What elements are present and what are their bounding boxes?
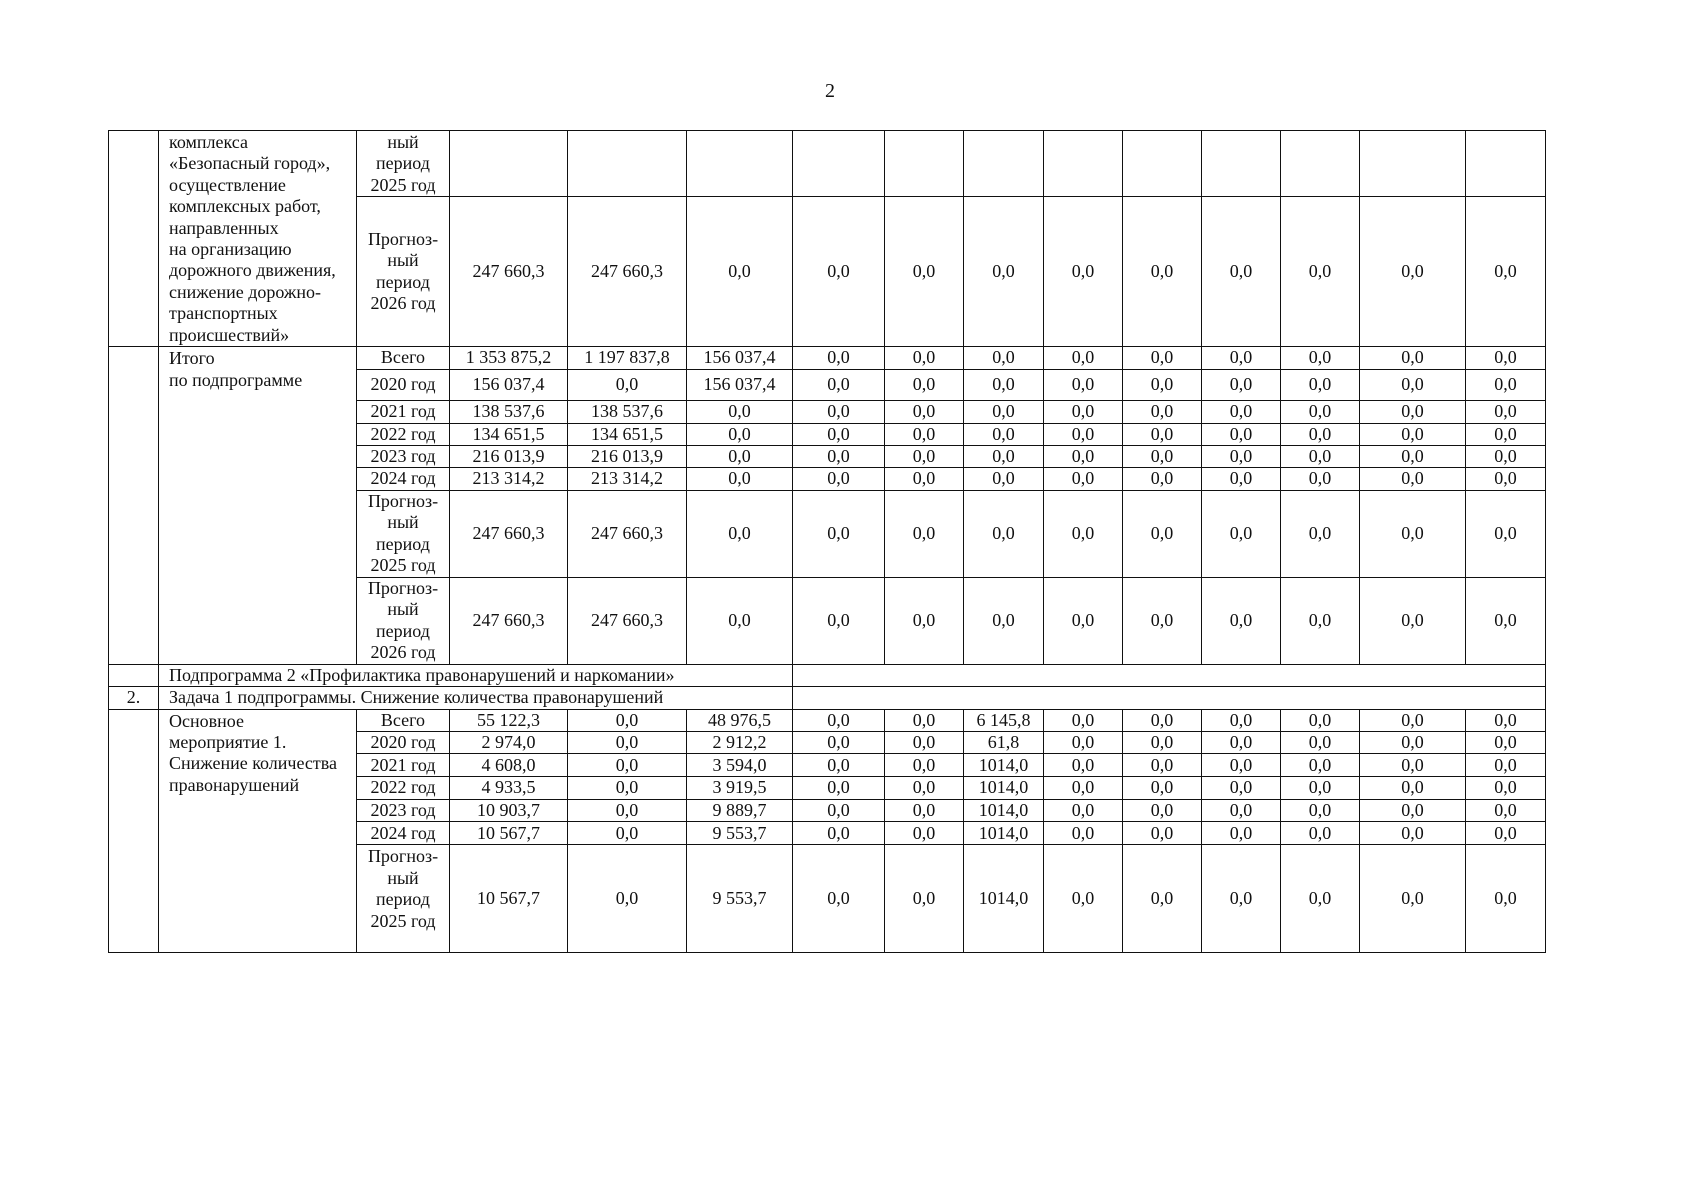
value-cell: 0,0 (1360, 709, 1466, 731)
value-cell (964, 131, 1044, 197)
value-cell: 0,0 (885, 777, 964, 799)
value-cell: 0,0 (1466, 845, 1546, 953)
value-cell: 156 037,4 (450, 369, 568, 400)
period-cell: 2020 год (357, 369, 450, 400)
value-cell: 0,0 (1044, 845, 1123, 953)
value-cell: 0,0 (1044, 369, 1123, 400)
value-cell: 156 037,4 (687, 369, 793, 400)
value-cell: 0,0 (1360, 490, 1466, 577)
value-cell: 0,0 (1202, 400, 1281, 423)
value-cell: 0,0 (1466, 197, 1546, 347)
value-cell: 0,0 (1466, 799, 1546, 821)
value-cell: 3 919,5 (687, 777, 793, 799)
value-cell: 0,0 (1202, 423, 1281, 445)
value-cell: 0,0 (885, 490, 964, 577)
value-cell: 0,0 (1360, 577, 1466, 664)
value-cell: 0,0 (1123, 446, 1202, 468)
value-cell: 0,0 (793, 347, 885, 369)
value-cell: 0,0 (568, 369, 687, 400)
value-cell: 0,0 (1360, 347, 1466, 369)
value-cell: 0,0 (885, 845, 964, 953)
value-cell: 10 567,7 (450, 822, 568, 845)
value-cell: 0,0 (793, 446, 885, 468)
value-cell: 0,0 (1123, 369, 1202, 400)
value-cell: 0,0 (1044, 400, 1123, 423)
value-cell: 0,0 (1202, 845, 1281, 953)
value-cell: 0,0 (1466, 400, 1546, 423)
value-cell: 247 660,3 (450, 577, 568, 664)
value-cell: 0,0 (1281, 799, 1360, 821)
value-cell (1123, 131, 1202, 197)
value-cell: 10 567,7 (450, 845, 568, 953)
value-cell: 4 933,5 (450, 777, 568, 799)
value-cell: 0,0 (1281, 423, 1360, 445)
value-cell: 0,0 (1281, 369, 1360, 400)
value-cell: 0,0 (1466, 777, 1546, 799)
value-cell: 0,0 (793, 777, 885, 799)
value-cell: 0,0 (1123, 197, 1202, 347)
value-cell: 247 660,3 (568, 197, 687, 347)
value-cell: 0,0 (1202, 468, 1281, 490)
value-cell: 0,0 (1281, 777, 1360, 799)
period-cell: Прогноз- ный период 2026 год (357, 577, 450, 664)
value-cell: 61,8 (964, 732, 1044, 754)
section-title-cell: Подпрограмма 2 «Профилактика правонарушений и наркомании» (159, 664, 793, 686)
value-cell: 1 353 875,2 (450, 347, 568, 369)
value-cell: 213 314,2 (568, 468, 687, 490)
value-cell: 0,0 (1044, 577, 1123, 664)
period-cell: Прогноз- ный период 2025 год (357, 490, 450, 577)
value-cell: 0,0 (1360, 446, 1466, 468)
value-cell: 0,0 (1202, 822, 1281, 845)
value-cell: 247 660,3 (450, 490, 568, 577)
value-cell: 1014,0 (964, 777, 1044, 799)
value-cell: 0,0 (964, 490, 1044, 577)
table-row (109, 709, 1546, 731)
value-cell: 0,0 (1281, 709, 1360, 731)
value-cell: 0,0 (1202, 197, 1281, 347)
period-cell: 2023 год (357, 799, 450, 821)
value-cell: 0,0 (1202, 709, 1281, 731)
value-cell: 216 013,9 (450, 446, 568, 468)
value-cell (1044, 131, 1123, 197)
value-cell: 1 197 837,8 (568, 347, 687, 369)
value-cell: 0,0 (1360, 799, 1466, 821)
value-cell: 247 660,3 (568, 490, 687, 577)
value-cell: 0,0 (1360, 197, 1466, 347)
value-cell: 0,0 (1202, 777, 1281, 799)
period-cell: Прогноз- ный период 2025 год (357, 845, 450, 953)
value-cell: 0,0 (1360, 468, 1466, 490)
value-cell: 0,0 (1044, 822, 1123, 845)
value-cell: 0,0 (1044, 732, 1123, 754)
value-cell: 9 553,7 (687, 845, 793, 953)
value-cell: 0,0 (1281, 446, 1360, 468)
value-cell: 0,0 (1123, 423, 1202, 445)
value-cell: 138 537,6 (568, 400, 687, 423)
value-cell: 1014,0 (964, 799, 1044, 821)
table-body (109, 131, 1546, 953)
value-cell: 48 976,5 (687, 709, 793, 731)
value-cell: 0,0 (1281, 197, 1360, 347)
row-number-cell: 2. (109, 687, 159, 709)
value-cell: 0,0 (1044, 777, 1123, 799)
value-cell: 0,0 (1360, 732, 1466, 754)
value-cell: 0,0 (1123, 468, 1202, 490)
value-cell: 0,0 (1466, 490, 1546, 577)
period-cell: Прогноз- ный период 2026 год (357, 197, 450, 347)
value-cell: 0,0 (793, 799, 885, 821)
value-cell: 247 660,3 (568, 577, 687, 664)
value-cell: 0,0 (793, 845, 885, 953)
period-cell: 2022 год (357, 777, 450, 799)
value-cell: 0,0 (1281, 468, 1360, 490)
value-cell: 0,0 (1466, 732, 1546, 754)
value-cell: 0,0 (885, 400, 964, 423)
value-cell: 1014,0 (964, 845, 1044, 953)
value-cell: 0,0 (1281, 732, 1360, 754)
value-cell: 0,0 (1123, 490, 1202, 577)
value-cell: 0,0 (1123, 754, 1202, 777)
value-cell: 4 608,0 (450, 754, 568, 777)
value-cell: 0,0 (687, 423, 793, 445)
value-cell: 0,0 (1202, 754, 1281, 777)
value-cell: 0,0 (1360, 754, 1466, 777)
item-name-cell: Основное мероприятие 1. Снижение количества правонарушений (159, 709, 357, 953)
value-cell: 0,0 (1466, 468, 1546, 490)
empty-cell (793, 687, 1546, 709)
row-number-cell (109, 347, 159, 665)
value-cell: 0,0 (1360, 845, 1466, 953)
value-cell: 0,0 (793, 369, 885, 400)
value-cell: 0,0 (885, 423, 964, 445)
value-cell: 0,0 (1281, 845, 1360, 953)
value-cell: 0,0 (793, 577, 885, 664)
value-cell: 138 537,6 (450, 400, 568, 423)
value-cell: 0,0 (1044, 490, 1123, 577)
value-cell: 0,0 (793, 400, 885, 423)
period-cell: 2020 год (357, 732, 450, 754)
value-cell: 0,0 (1466, 423, 1546, 445)
value-cell: 0,0 (687, 400, 793, 423)
value-cell: 0,0 (793, 490, 885, 577)
value-cell: 0,0 (1123, 732, 1202, 754)
value-cell: 0,0 (1281, 400, 1360, 423)
value-cell: 9 889,7 (687, 799, 793, 821)
value-cell: 0,0 (1202, 490, 1281, 577)
page-number: 2 (825, 80, 835, 102)
value-cell: 0,0 (1123, 347, 1202, 369)
value-cell: 216 013,9 (568, 446, 687, 468)
value-cell: 134 651,5 (568, 423, 687, 445)
value-cell: 0,0 (885, 709, 964, 731)
value-cell: 0,0 (1123, 822, 1202, 845)
value-cell: 0,0 (1360, 400, 1466, 423)
value-cell: 0,0 (1281, 347, 1360, 369)
period-cell: ный период 2025 год (357, 131, 450, 197)
value-cell (793, 131, 885, 197)
value-cell: 0,0 (1044, 468, 1123, 490)
value-cell: 0,0 (1202, 799, 1281, 821)
value-cell: 0,0 (885, 577, 964, 664)
value-cell: 0,0 (964, 400, 1044, 423)
value-cell (450, 131, 568, 197)
value-cell (568, 131, 687, 197)
value-cell: 0,0 (885, 754, 964, 777)
value-cell: 0,0 (687, 468, 793, 490)
value-cell: 0,0 (1360, 822, 1466, 845)
value-cell: 0,0 (1123, 799, 1202, 821)
value-cell: 0,0 (1123, 845, 1202, 953)
value-cell: 0,0 (568, 799, 687, 821)
value-cell: 0,0 (793, 822, 885, 845)
value-cell: 0,0 (1044, 347, 1123, 369)
value-cell: 0,0 (1202, 347, 1281, 369)
value-cell: 0,0 (1466, 754, 1546, 777)
value-cell: 1014,0 (964, 822, 1044, 845)
value-cell: 0,0 (964, 347, 1044, 369)
row-number-cell (109, 709, 159, 953)
budget-table (108, 130, 1546, 953)
value-cell: 0,0 (568, 754, 687, 777)
value-cell: 0,0 (568, 777, 687, 799)
value-cell: 0,0 (568, 709, 687, 731)
value-cell: 0,0 (885, 369, 964, 400)
value-cell: 0,0 (885, 468, 964, 490)
value-cell: 0,0 (687, 490, 793, 577)
value-cell (1281, 131, 1360, 197)
period-cell: 2024 год (357, 468, 450, 490)
row-number-cell (109, 664, 159, 686)
section-row (109, 687, 1546, 709)
value-cell: 0,0 (885, 197, 964, 347)
row-number-cell (109, 131, 159, 347)
period-cell: 2024 год (357, 822, 450, 845)
value-cell: 0,0 (687, 446, 793, 468)
value-cell: 156 037,4 (687, 347, 793, 369)
value-cell: 0,0 (1281, 577, 1360, 664)
value-cell: 0,0 (964, 423, 1044, 445)
value-cell: 0,0 (1202, 732, 1281, 754)
value-cell: 0,0 (1466, 577, 1546, 664)
value-cell: 0,0 (1466, 822, 1546, 845)
table-row (109, 131, 1546, 197)
value-cell: 0,0 (1466, 446, 1546, 468)
value-cell (885, 131, 964, 197)
value-cell: 0,0 (1360, 777, 1466, 799)
value-cell: 0,0 (793, 197, 885, 347)
value-cell (687, 131, 793, 197)
value-cell: 0,0 (885, 732, 964, 754)
value-cell: 0,0 (1466, 347, 1546, 369)
value-cell: 0,0 (1044, 197, 1123, 347)
value-cell: 0,0 (964, 369, 1044, 400)
section-row (109, 664, 1546, 686)
value-cell: 0,0 (1123, 577, 1202, 664)
value-cell: 55 122,3 (450, 709, 568, 731)
item-name-cell: комплекса «Безопасный город», осуществление комплексных работ, направленных на организацию дорожного движения, снижение дорожно- транспортных происшествий» (159, 131, 357, 347)
value-cell: 0,0 (1202, 446, 1281, 468)
value-cell: 3 594,0 (687, 754, 793, 777)
table-row (109, 347, 1546, 369)
value-cell: 1014,0 (964, 754, 1044, 777)
value-cell: 0,0 (568, 822, 687, 845)
value-cell (1202, 131, 1281, 197)
value-cell: 0,0 (687, 577, 793, 664)
value-cell (1360, 131, 1466, 197)
period-cell: Всего (357, 709, 450, 731)
value-cell: 0,0 (568, 845, 687, 953)
period-cell: 2021 год (357, 754, 450, 777)
period-cell: 2023 год (357, 446, 450, 468)
section-title-cell: Задача 1 подпрограммы. Снижение количества правонарушений (159, 687, 793, 709)
value-cell: 134 651,5 (450, 423, 568, 445)
value-cell: 0,0 (793, 468, 885, 490)
value-cell: 0,0 (793, 423, 885, 445)
value-cell: 0,0 (1044, 446, 1123, 468)
value-cell: 0,0 (964, 197, 1044, 347)
value-cell: 0,0 (1360, 423, 1466, 445)
value-cell: 0,0 (885, 822, 964, 845)
value-cell (1466, 131, 1546, 197)
value-cell: 0,0 (1466, 709, 1546, 731)
value-cell: 213 314,2 (450, 468, 568, 490)
value-cell: 0,0 (885, 799, 964, 821)
value-cell: 0,0 (687, 197, 793, 347)
value-cell: 0,0 (1123, 777, 1202, 799)
value-cell: 0,0 (1044, 799, 1123, 821)
value-cell: 0,0 (793, 754, 885, 777)
period-cell: Всего (357, 347, 450, 369)
value-cell: 0,0 (1123, 709, 1202, 731)
value-cell: 0,0 (885, 446, 964, 468)
period-cell: 2022 год (357, 423, 450, 445)
value-cell: 0,0 (1466, 369, 1546, 400)
value-cell: 0,0 (793, 732, 885, 754)
item-name-cell: Итого по подпрограмме (159, 347, 357, 665)
value-cell: 0,0 (1123, 400, 1202, 423)
period-cell: 2021 год (357, 400, 450, 423)
value-cell: 0,0 (964, 577, 1044, 664)
empty-cell (793, 664, 1546, 686)
value-cell: 9 553,7 (687, 822, 793, 845)
value-cell: 0,0 (793, 709, 885, 731)
value-cell: 0,0 (964, 468, 1044, 490)
value-cell: 0,0 (964, 446, 1044, 468)
value-cell: 0,0 (1202, 369, 1281, 400)
value-cell: 0,0 (568, 732, 687, 754)
value-cell: 0,0 (1360, 369, 1466, 400)
value-cell: 6 145,8 (964, 709, 1044, 731)
value-cell: 0,0 (1281, 822, 1360, 845)
value-cell: 247 660,3 (450, 197, 568, 347)
value-cell: 0,0 (885, 347, 964, 369)
value-cell: 0,0 (1044, 709, 1123, 731)
value-cell: 0,0 (1281, 754, 1360, 777)
value-cell: 0,0 (1281, 490, 1360, 577)
value-cell: 2 912,2 (687, 732, 793, 754)
value-cell: 0,0 (1044, 423, 1123, 445)
value-cell: 0,0 (1202, 577, 1281, 664)
value-cell: 2 974,0 (450, 732, 568, 754)
value-cell: 10 903,7 (450, 799, 568, 821)
value-cell: 0,0 (1044, 754, 1123, 777)
